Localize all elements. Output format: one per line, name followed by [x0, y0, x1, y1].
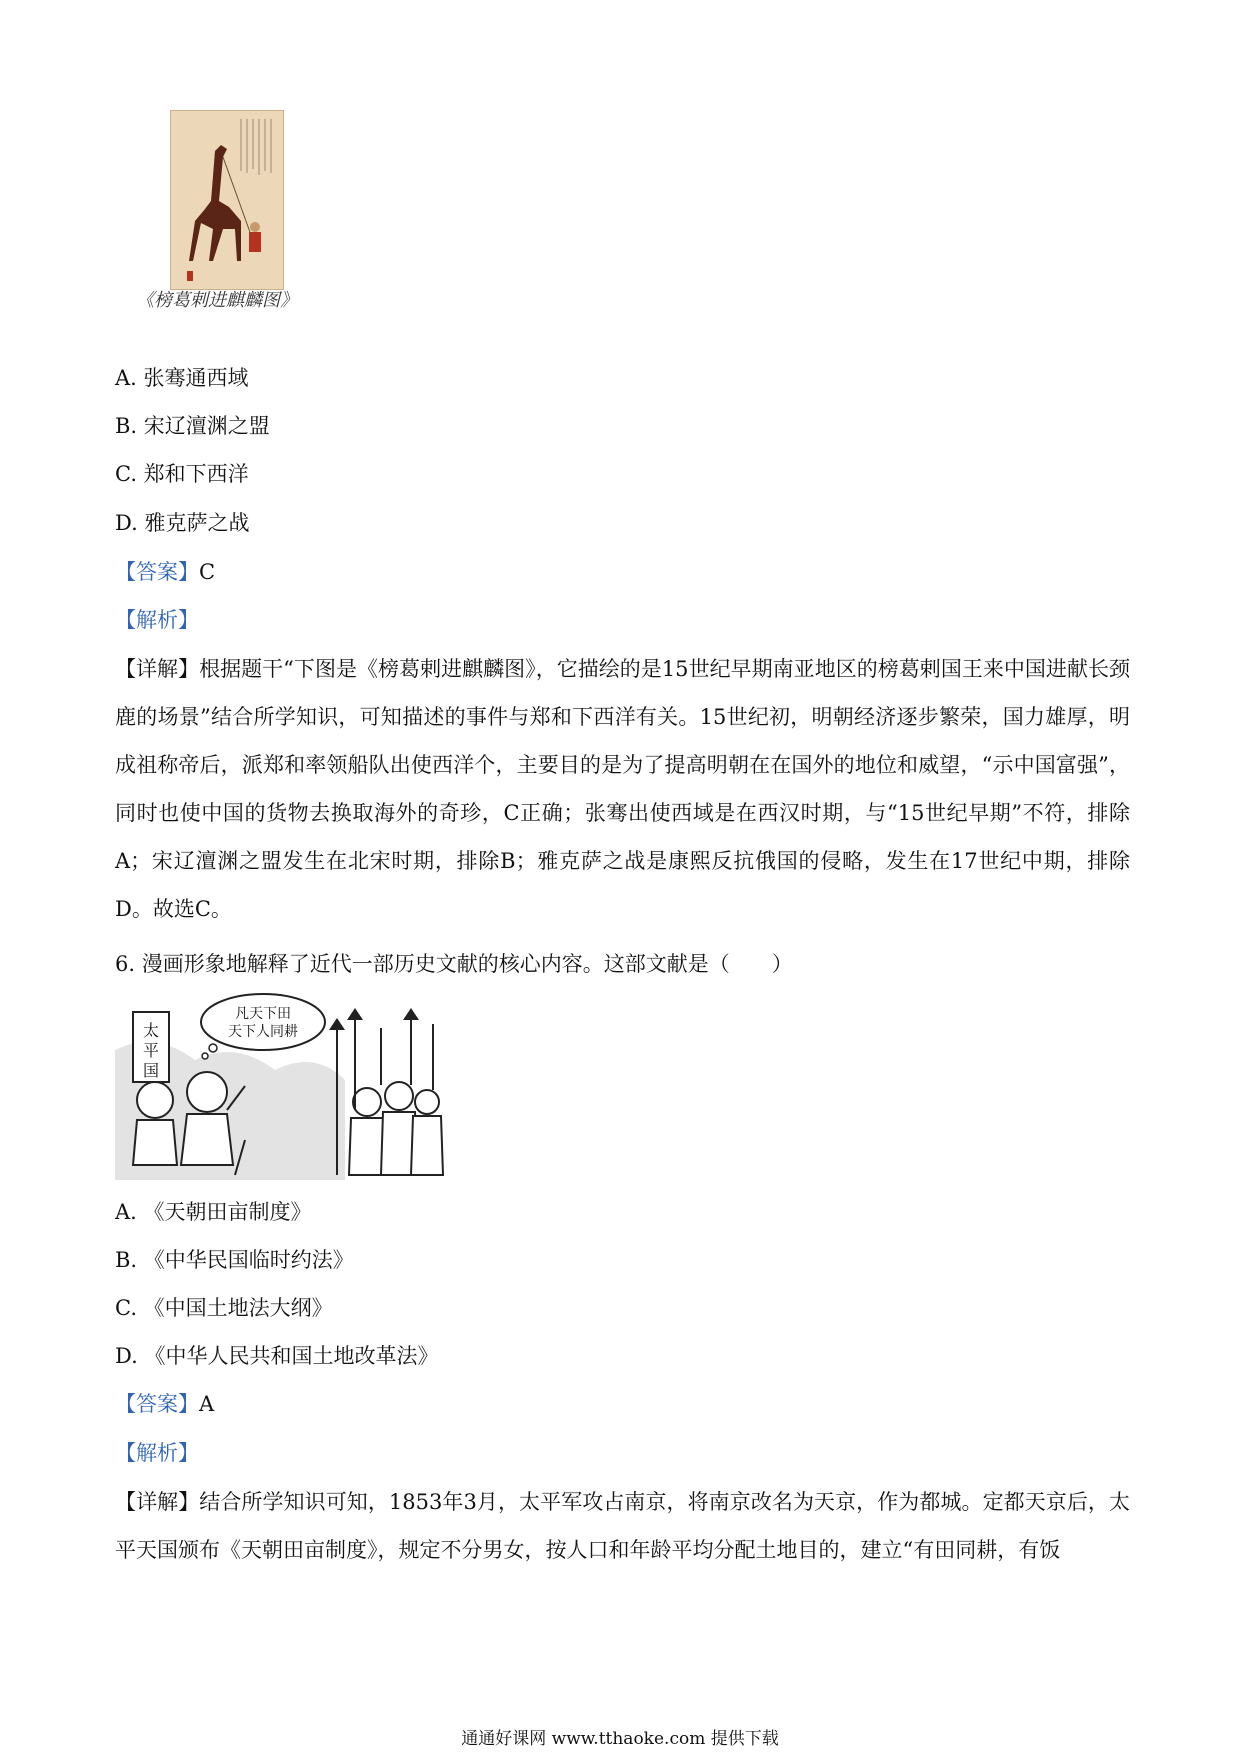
cartoon-bubble-line-2: 天下人同耕 [228, 1024, 298, 1040]
q6-question: 6. 漫画形象地解释了近代一部历史文献的核心内容。这部文献是（ ） [115, 952, 793, 976]
taiping-cartoon-image [115, 990, 445, 1180]
cartoon-flag-char-3: 国 [142, 1061, 160, 1080]
painting-caption: 《榜葛剌进麒麟图》 [136, 290, 298, 311]
q5-detail-paragraph [115, 645, 1130, 933]
q5-analysis-heading [115, 604, 199, 634]
q6-option-a: A. 《天朝田亩制度》 [115, 1200, 312, 1224]
answer-value: A [199, 1392, 215, 1416]
cartoon-bubble-line-1: 凡天下田 [235, 1006, 291, 1022]
q5-option-c: C. 郑和下西洋 [115, 462, 249, 486]
detail-tag: 【详解】 [115, 657, 200, 681]
analysis-tag: 【解析】 [115, 608, 199, 632]
analysis-tag: 【解析】 [115, 1441, 199, 1465]
detail-text: 结合所学知识可知，1853年3月，太平军攻占南京，将南京改名为天京，作为都城。定都天京后，太平天国颁布《天朝田亩制度》，规定不分男女，按人口和年龄平均分配土地目的，建立“有田同耕，有饭 [115, 1490, 1130, 1562]
q6-option-d: D. 《中华人民共和国土地改革法》 [115, 1344, 439, 1368]
giraffe-painting-image [170, 110, 284, 290]
q6-analysis-heading [115, 1437, 199, 1467]
q5-option-b: B. 宋辽澶渊之盟 [115, 414, 270, 438]
detail-tag: 【详解】 [115, 1490, 200, 1514]
q5-option-a: A. 张骞通西域 [115, 366, 249, 390]
answer-tag: 【答案】 [115, 560, 199, 584]
cartoon-flag-char-2: 平 [142, 1041, 160, 1060]
q6-detail-paragraph [115, 1478, 1130, 1574]
answer-value: C [199, 560, 216, 584]
cartoon-flag-char-1: 太 [142, 1021, 160, 1040]
q6-option-b: B. 《中华民国临时约法》 [115, 1248, 354, 1272]
answer-tag: 【答案】 [115, 1392, 199, 1416]
q6-answer [115, 1388, 214, 1418]
q5-answer [115, 556, 215, 586]
detail-text: 根据题干“下图是《榜葛剌进麒麟图》，它描绘的是15世纪早期南亚地区的榜葛剌国王来中国进献长颈鹿的场景”结合所学知识，可知描述的事件与郑和下西洋有关。15世纪初，明朝经济逐步繁荣，国力雄厚，明成祖称帝后，派郑和率领船队出使西洋个，主要目的是为了提高明朝在在国外的地位和威望，“示中国富强”，同时也使中国的货物去换取海外的奇珍，C正确；张骞出使西域是在西汉时期，与“15世纪早期”不符，排除A；宋辽澶渊之盟发生在北宋时期，排除B；雅克萨之战是康熙反抗俄国的侵略，发生在17世纪中期，排除D。故选C。 [115, 657, 1130, 921]
page-footer: 通通好课网 www.tthaoke.com 提供下载 [461, 1729, 779, 1749]
q6-option-c: C. 《中国土地法大纲》 [115, 1296, 333, 1320]
q5-option-d: D. 雅克萨之战 [115, 511, 250, 535]
